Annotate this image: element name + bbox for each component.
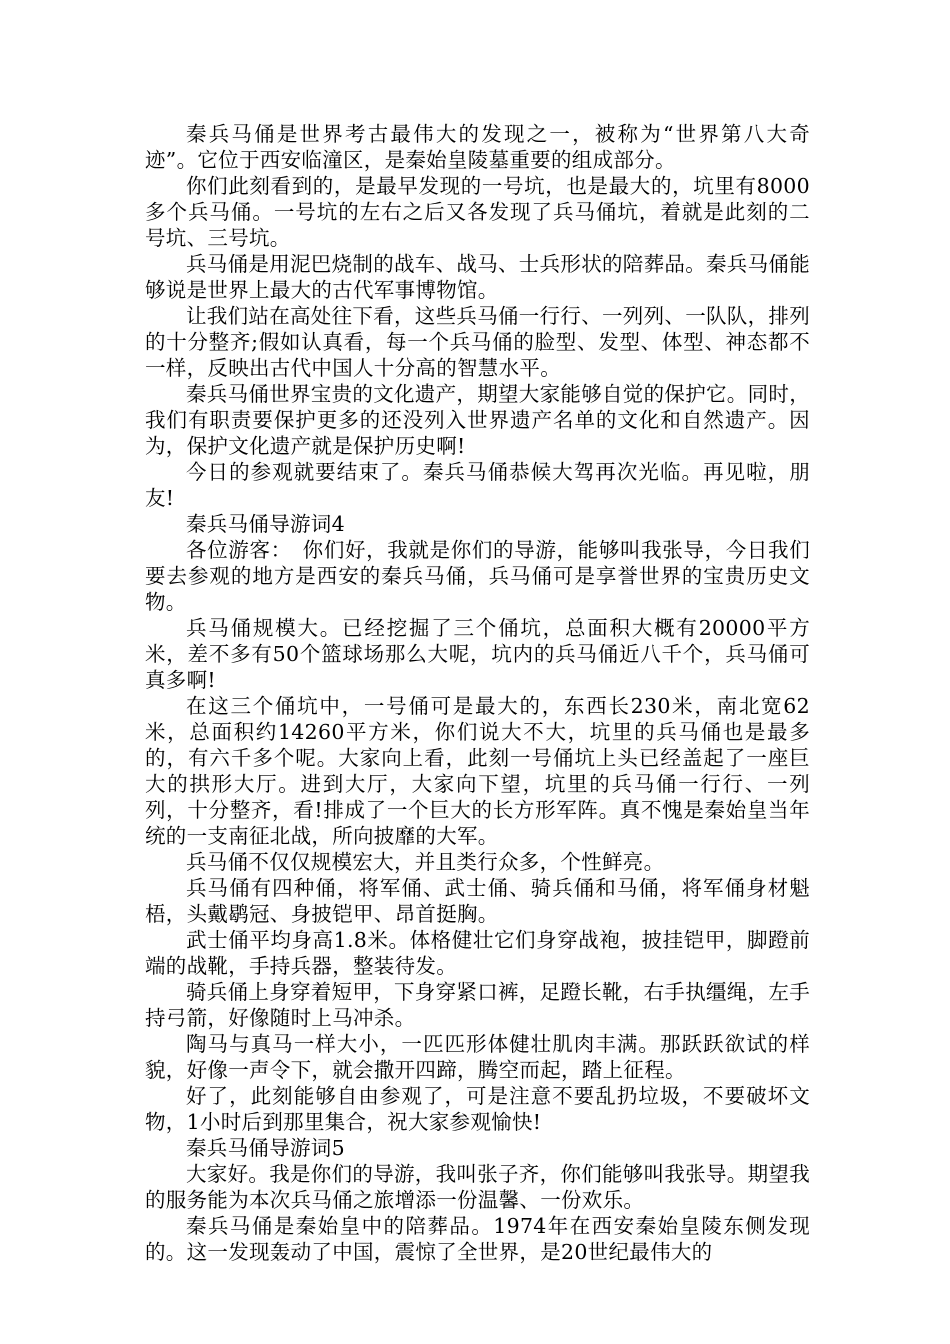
- paragraph-11: 兵马俑有四种俑，将军俑、武士俑、骑兵俑和马俑，将军俑身材魁梧，头戴鹖冠、身披铠甲、昂首挺胸。: [145, 876, 810, 926]
- paragraph-4: 让我们站在高处往下看，这些兵马俑一行行、一列列、一队队，排列的十分整齐;假如认真看，每一个兵马俑的脸型、发型、体型、神态都不一样，反映出古代中国人十分高的智慧水平。: [145, 304, 810, 380]
- paragraph-8: 兵马俑规模大。已经挖掘了三个俑坑，总面积大概有20000平方米，差不多有50个篮球场那么大呢，坑内的兵马俑近八千个，兵马俑可真多啊!: [145, 616, 810, 692]
- paragraph-6: 今日的参观就要结束了。秦兵马俑恭候大驾再次光临。再见啦，朋友!: [145, 460, 810, 510]
- document-page: [145, 121, 810, 1265]
- paragraph-9: 在这三个俑坑中，一号俑可是最大的，东西长230米，南北宽62米，总面积约14260平方米，你们说大不大，坑里的兵马俑也是最多的，有六千多个呢。大家向上看，此刻一号俑坑上头已经盖起了一座巨大的拱形大厅。进到大厅，大家向下望，坑里的兵马俑一行行、一列列，十分整齐，看!排成了一个巨大的长方形军阵。真不愧是秦始皇当年统的一支南征北战，所向披靡的大军。: [145, 694, 810, 848]
- paragraph-17: 秦兵马俑是秦始皇中的陪葬品。1974年在西安秦始皇陵东侧发现的。这一发现轰动了中国，震惊了全世界，是20世纪最伟大的: [145, 1214, 810, 1264]
- paragraph-7: 各位游客： 你们好，我就是你们的导游，能够叫我张导，今日我们要去参观的地方是西安的秦兵马俑，兵马俑可是享誉世界的宝贵历史文物。: [145, 538, 810, 614]
- paragraph-13: 骑兵俑上身穿着短甲，下身穿紧口裤，足蹬长靴，右手执缰绳，左手持弓箭，好像随时上马冲杀。: [145, 980, 810, 1030]
- paragraph-1: 秦兵马俑是世界考古最伟大的发现之一，被称为“世界第八大奇迹”。它位于西安临潼区，是秦始皇陵墓重要的组成部分。: [145, 122, 810, 172]
- paragraph-2: 你们此刻看到的，是最早发现的一号坑，也是最大的，坑里有8000多个兵马俑。一号坑的左右之后又各发现了兵马俑坑，着就是此刻的二号坑、三号坑。: [145, 174, 810, 250]
- section-heading-5: 秦兵马俑导游词5: [186, 1136, 345, 1160]
- paragraph-3: 兵马俑是用泥巴烧制的战车、战马、士兵形状的陪葬品。秦兵马俑能够说是世界上最大的古代军事博物馆。: [145, 252, 810, 302]
- paragraph-10: 兵马俑不仅仅规模宏大，并且类行众多，个性鲜亮。: [186, 850, 665, 874]
- paragraph-15: 好了，此刻能够自由参观了，可是注意不要乱扔垃圾，不要破坏文物，1小时后到那里集合，祝大家参观愉快!: [145, 1084, 810, 1134]
- paragraph-5: 秦兵马俑世界宝贵的文化遗产，期望大家能够自觉的保护它。同时，我们有职责要保护更多的还没列入世界遗产名单的文化和自然遗产。因为，保护文化遗产就是保护历史啊!: [145, 382, 810, 458]
- paragraph-16: 大家好。我是你们的导游，我叫张子齐，你们能够叫我张导。期望我的服务能为本次兵马俑之旅增添一份温馨、一份欢乐。: [145, 1162, 810, 1212]
- paragraph-14: 陶马与真马一样大小，一匹匹形体健壮肌肉丰满。那跃跃欲试的样貌，好像一声令下，就会撒开四蹄，腾空而起，踏上征程。: [145, 1032, 810, 1082]
- paragraph-12: 武士俑平均身高1.8米。体格健壮它们身穿战袍，披挂铠甲，脚蹬前端的战靴，手持兵器，整装待发。: [145, 928, 810, 978]
- section-heading-4: 秦兵马俑导游词4: [186, 512, 345, 536]
